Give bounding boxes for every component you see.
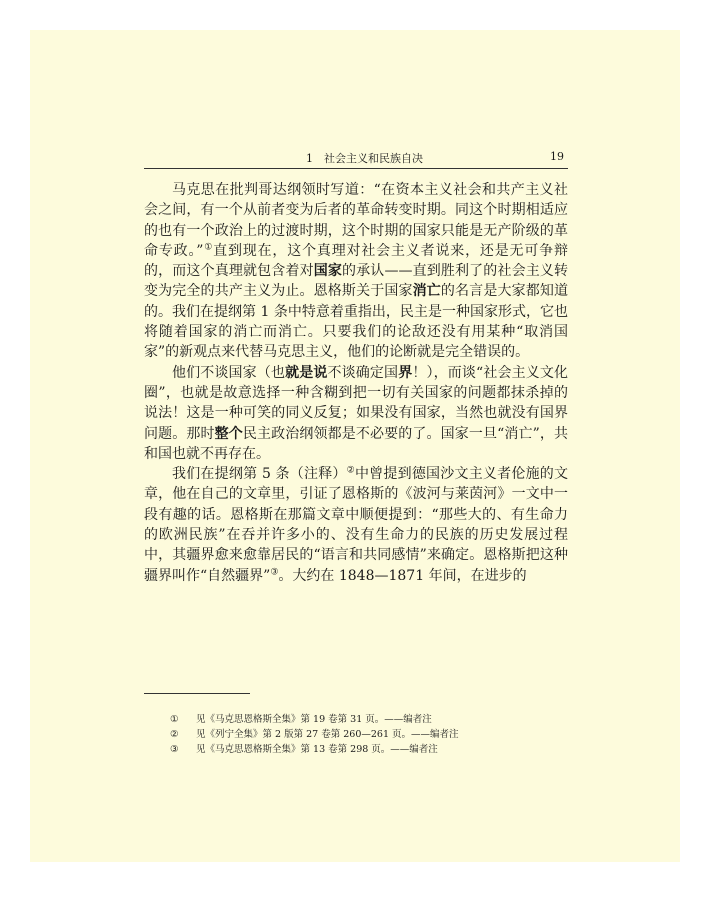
body-text <box>144 180 568 586</box>
footnote-ref-2: ② <box>346 465 355 476</box>
page-number: 19 <box>550 150 564 163</box>
footnote-ref-1: ① <box>203 242 214 253</box>
footnote-1: ① 见《马克思恩格斯全集》第 19 卷第 31 页。——编者注 <box>170 714 432 725</box>
emphasis: 消亡 <box>412 283 441 300</box>
running-header <box>144 148 568 169</box>
emphasis: 就是说 <box>285 364 328 381</box>
emphasis: 界 <box>398 364 413 381</box>
paragraph-3: 我们在提纲第 5 条（注释）②中曾提到德国沙文主义者伦施的文章，他在自己的文章里，引证了恩格斯的《波河与莱茵河》一文中一段有趣的话。恩格斯在那篇文章中顺便提到：“那些大的、有生命力的欧洲民族”在吞并许多小的、没有生命力的民族的历史发展过程中，其疆界愈来愈靠居民的“语言和共同感情”来确定。恩格斯把这种疆界叫作“自然疆界”③。大约在 1848—1871 年间，在进步的 <box>144 465 569 584</box>
paragraph-2: 他们不谈国家（也就是说不谈确定国界！），而谈“社会主义文化圈”，也就是故意选择一种含糊到把一切有关国家的问题都抹杀掉的说法！这是一种可笑的同义反复；如果没有国家，当然也就没有国界问题。那时整个民主政治纲领都是不必要的了。国家一旦“消亡”，共和国也就不再存在。 <box>144 364 569 462</box>
footnote-separator <box>144 693 250 694</box>
chapter-title: 1 社会主义和民族自决 <box>306 152 423 165</box>
footnote-2: ② 见《列宁全集》第 2 版第 27 卷第 260—261 页。——编者注 <box>170 729 459 740</box>
footnotes <box>170 712 570 757</box>
emphasis: 国家 <box>313 263 343 280</box>
footnote-3: ③ 见《马克思恩格斯全集》第 13 卷第 298 页。——编者注 <box>170 744 438 755</box>
footnote-ref-3: ③ <box>270 566 279 577</box>
emphasis: 整个 <box>214 425 243 442</box>
paragraph-1: 马克思在批判哥达纲领时写道：“在资本主义社会和共产主义社会之间，有一个从前者变为后者的革命转变时期。同这个时期相适应的也有一个政治上的过渡时期，这个时期的国家只能是无产阶级的革命专政。”①直到现在，这个真理对社会主义者说来，还是无可争辩的，而这个真理就包含着对国家的承认——直到胜利了的社会主义转变为完全的共产主义为止。恩格斯关于国家消亡的名言是大家都知道的。我们在提纲第 1 条中特意着重指出，民主是一种国家形式，它也将随着国家的消亡而消亡。只要我们的论敌还没有用某种“取消国家”的新观点来代替马克思主义，他们的论断就是完全错误的。 <box>144 182 569 361</box>
